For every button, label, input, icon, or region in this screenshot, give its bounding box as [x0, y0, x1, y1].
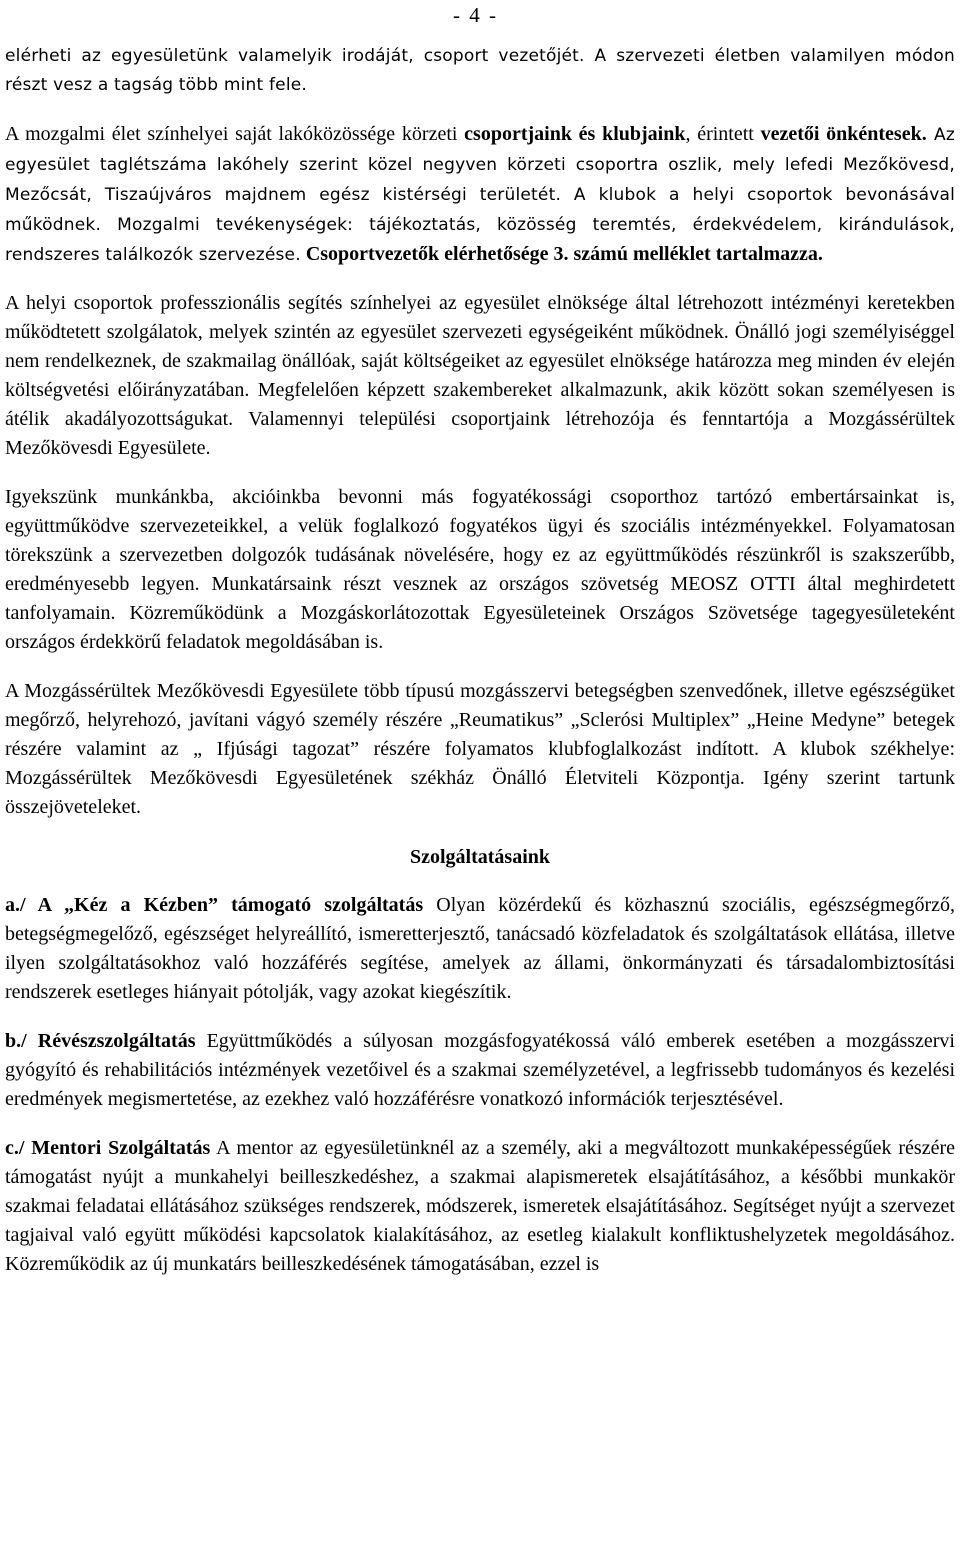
para2-text-1: A mozgalmi élet színhelyei saját lakóközössége körzeti [5, 123, 465, 145]
service-b-title: b./ Révészszolgáltatás [5, 1030, 196, 1052]
para2-text-3: Az egyesület taglétszáma lakóhely szerint közel negyven körzeti csoportra oszlik, mely lefedi Mezőkövesd, Mezőcsát, Tiszaújváros majdnem egész kistérségi területét. A klubok a helyi csoportok bevonásával működnek. Mozgalmi tevékenységek: tájékoztatás, közösség teremtés, érdekvédelem, kirándulások, rendszeres találkozók szervezése. [5, 125, 955, 265]
paragraph-membership: elérheti az egyesületünk valamelyik irodáját, csoport vezetőjét. A szervezeti életben valamilyen módon részt vesz a tagság több mint fele. [5, 46, 955, 95]
service-a-title: a./ A „Kéz a Kézben” támogató szolgáltatás [5, 894, 424, 916]
service-a [5, 891, 955, 1007]
para2-bold-volunteers: vezetői önkéntesek. [760, 123, 927, 145]
service-c [5, 1134, 955, 1279]
service-c-title: c./ Mentori Szolgáltatás [5, 1137, 211, 1159]
para2-bold-annex: Csoportvezetők elérhetősége 3. számú melléklet tartalmazza. [300, 243, 823, 265]
service-a-text: Olyan közérdekű és közhasznú szociális, egészségmegőrző, betegségmegelőző, egészséget helyreállító, ismeretterjesztő, tanácsadó közfeladatok és szolgáltatások ellátása, illetve ilyen szolgáltatásokhoz való hozzáférés segítése, amelyek az állami, önkormányzati és társadalombiztosítási rendszerek esetleges hiányait pótolják, vagy azokat kiegészítik. [5, 894, 955, 1003]
page-number: - 4 - [453, 3, 498, 27]
document-page [5, 0, 955, 1279]
service-b [5, 1027, 955, 1114]
paragraph-clubs: A Mozgássérültek Mezőkövesdi Egyesülete több típusú mozgásszervi betegségben szenvedőnek, illetve egészségüket megőrző, helyrehozó, javítani vágyó személy részére „Reumatikus” „Sclerósi Multiplex” „Heine Medyne” betegek részére valamint az „ Ifjúsági tagozat” részére folyamatos klubfoglalkozást indított. A klubok székhelye: Mozgássérültek Mezőkövesdi Egyesületének székház Önálló Életviteli Központja. Igény szerint tartunk összejöveteleket. [5, 680, 955, 818]
service-b-text: Együttműködés a súlyosan mozgásfogyatékossá váló emberek esetében a mozgásszervi gyógyító és rehabilitációs intézmények vezetőivel és a szakmai személyzetével, a legfrissebb tudományos és kezelési eredmények megismertetése, az ezekhez való hozzáférésre vonatkozó információk terjesztésével. [5, 1030, 955, 1110]
paragraph-cooperation: Igyekszünk munkánkba, akcióinkba bevonni más fogyatékossági csoporthoz tartózó embertársainkat is, együttműködve szervezeteikkel, a velük foglalkozó fogyatékos ügyi és szociális intézményekkel. Folyamatosan törekszünk a szervezetben dolgozók tudásának növelésére, hogy ez az együttműködés részünkről is szakszerűbb, eredményesebb legyen. Munkatársaink részt vesznek az országos szövetség MEOSZ OTTI által meghirdetett tanfolyamain. Közreműködünk a Mozgáskorlátozottak Egyesületeinek Országos Szövetsége tagegyesületeként országos érdekkörű feladatok megoldásában is. [5, 486, 955, 653]
section-heading: Szolgáltatásaink [409, 846, 551, 868]
paragraph-movement [5, 120, 955, 270]
paragraph-professional-help: A helyi csoportok professzionális segítés színhelyei az egyesület elnöksége által létrehozott intézményi keretekben működtetett szolgálatok, melyek szintén az egyesület szervezeti egységeiként működnek. Önálló jogi személyiséggel nem rendelkeznek, de szakmailag önállóak, saját költségeiket az egyesület elnöksége határozza meg minden év elején költségvetési előirányzatában. Megfelelően képzett szakembereket alkalmazunk, akik között sokan személyesen is átélik akadályozottságukat. Valamennyi települési csoportjaink létrehozója és fenntartója a Mozgássérültek Mezőkövesdi Egyesülete. [5, 292, 955, 459]
para2-text-2: , érintett [685, 123, 761, 145]
para2-bold-groups: csoportjaink és klubjaink [464, 123, 686, 145]
service-c-text: A mentor az egyesületünknél az a személy, aki a megváltozott munkaképességűek részére támogatást nyújt a munkahelyi beilleszkedéshez, a szakmai alapismeretek elsajátításához, a későbbi munkakör szakmai feladatai ellátásához szükséges rendszerek, módszerek, ismeretek elsajátításához. Segítséget nyújt a szervezet tagjaival való együtt működési kapcsolatok kialakításához, az esetleg kialakult konfliktushelyzetek megoldásához. Közreműködik az új munkatárs beilleszkedésének támogatásában, ezzel is [5, 1137, 956, 1275]
